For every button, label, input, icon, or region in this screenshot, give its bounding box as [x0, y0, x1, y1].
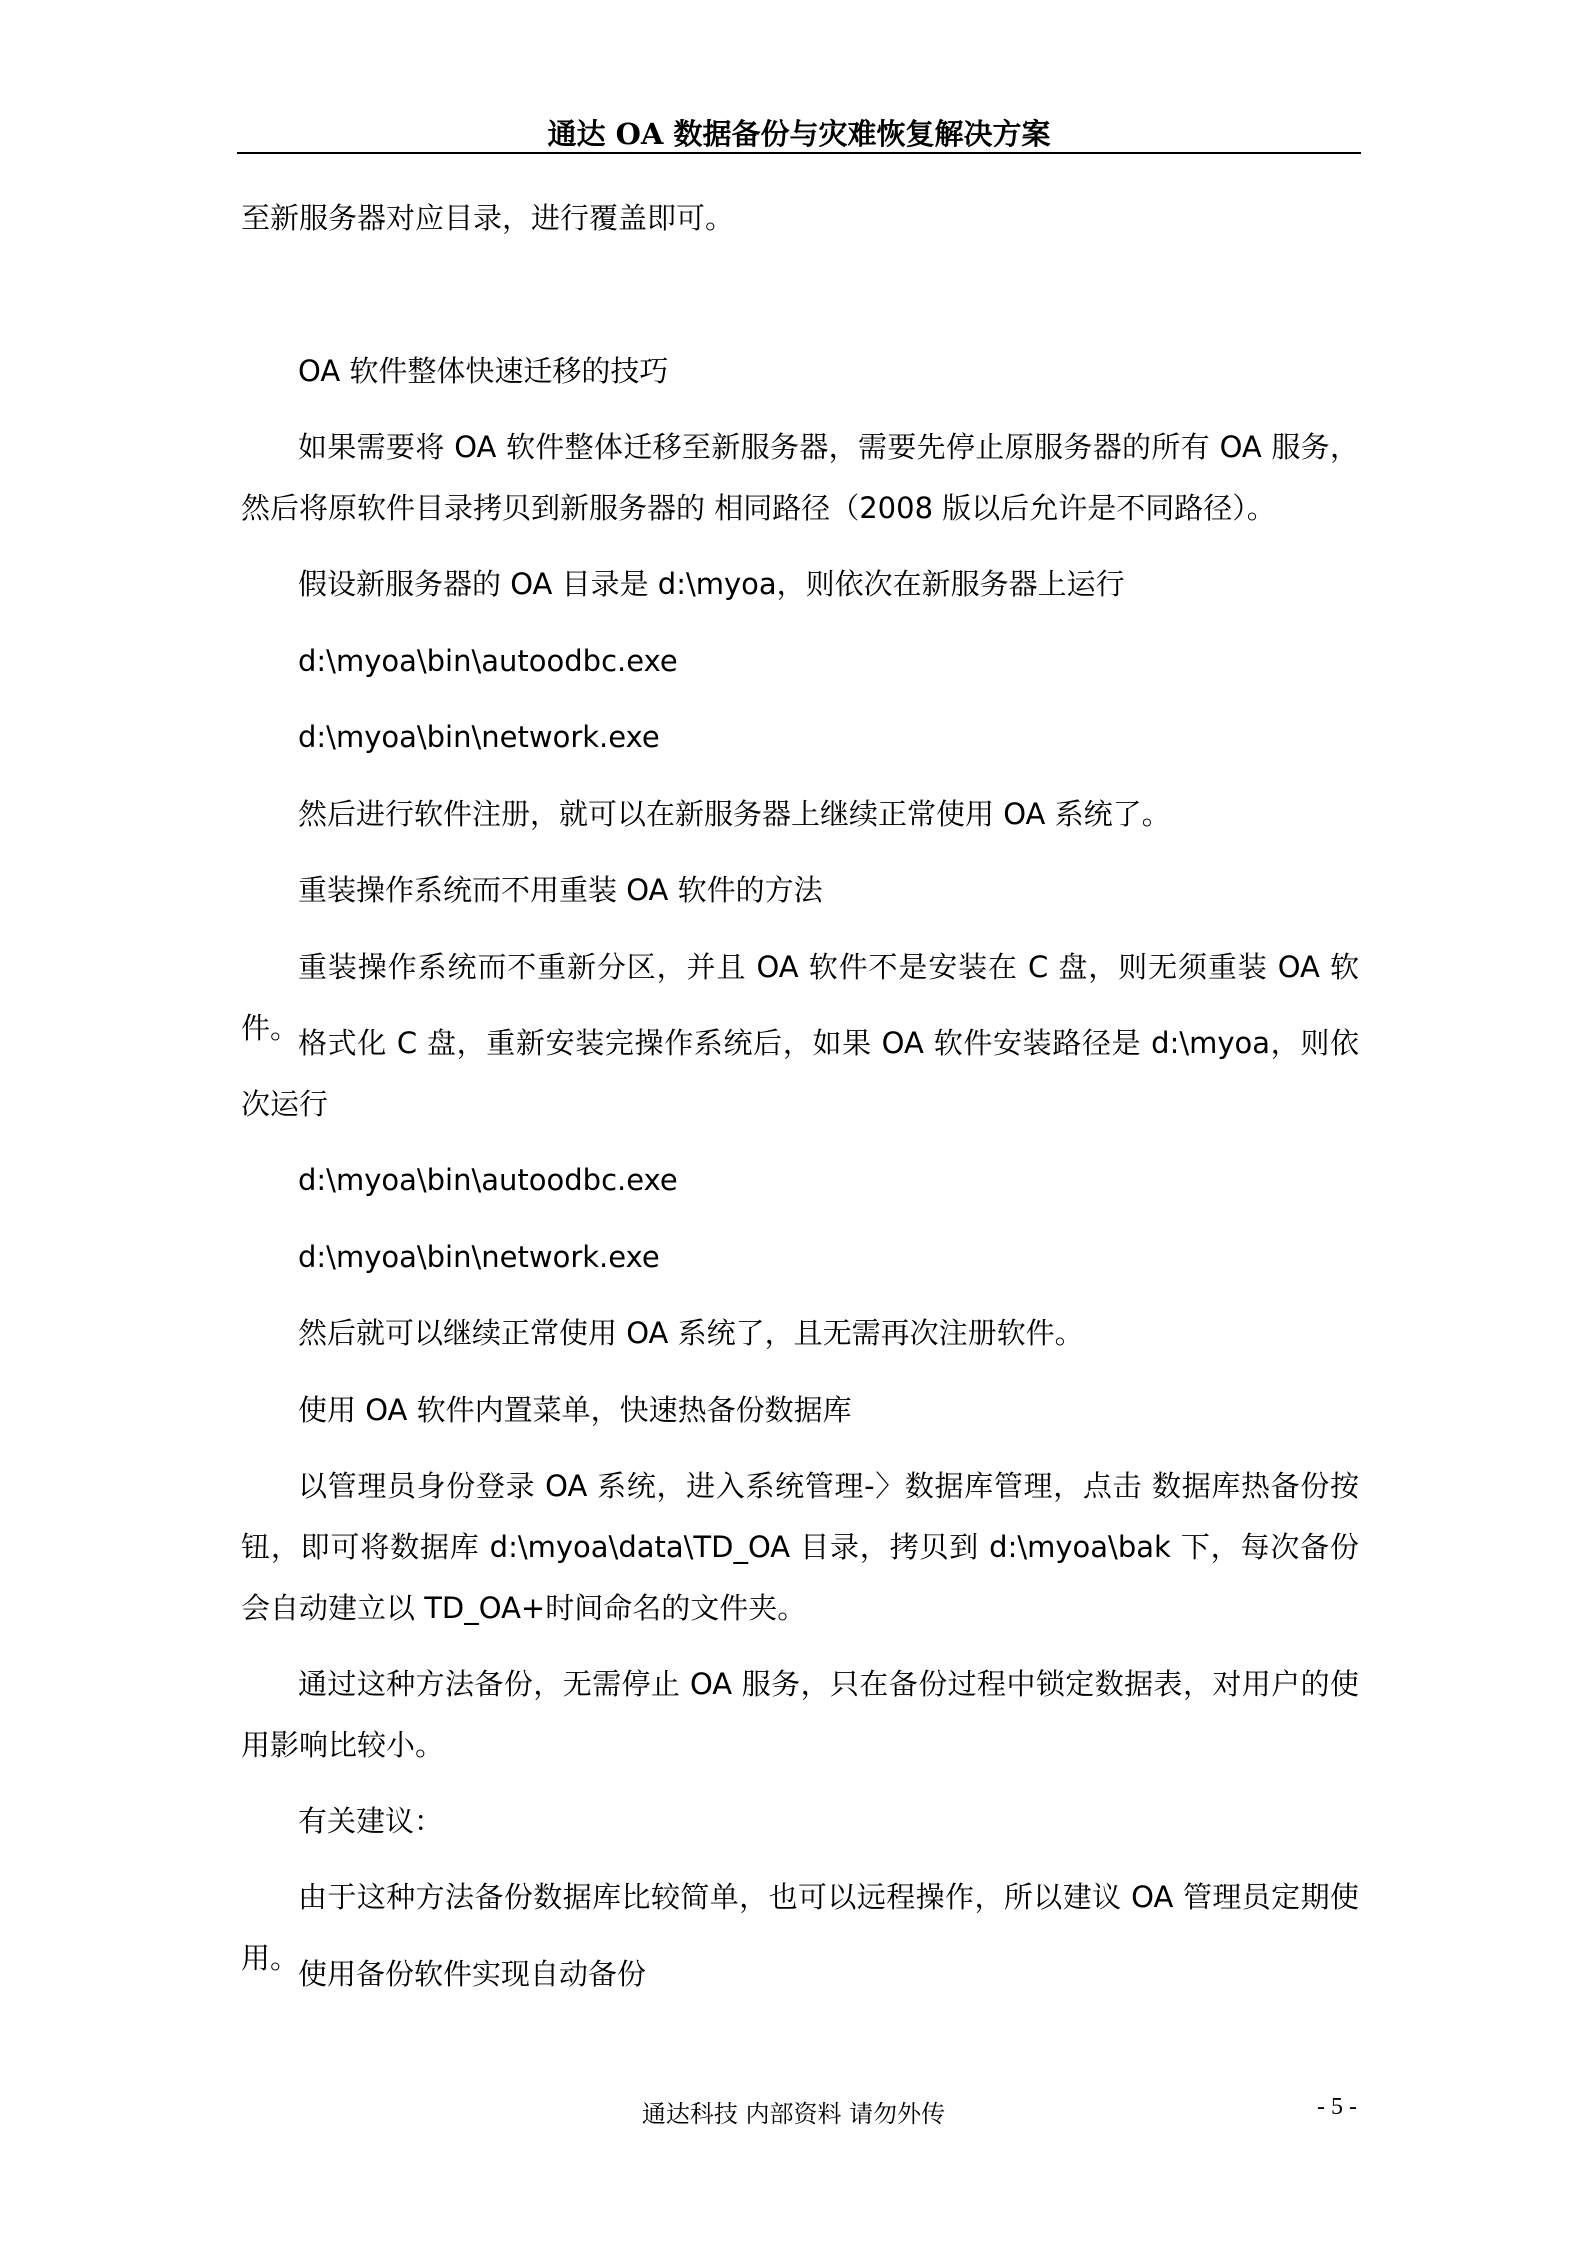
section-heading: 使用 OA 软件内置菜单，快速热备份数据库 — [298, 1393, 852, 1427]
paragraph: 如果需要将 OA 软件整体迁移至新服务器，需要先停止原服务器的所有 OA 服务，然后将原软件目录拷贝到新服务器的 相同路径（2008 版以后允许是不同路径）。 — [241, 430, 1359, 525]
paragraph: 格式化 C 盘，重新安装完操作系统后，如果 OA 软件安装路径是 d:\myoa，则依次运行 — [241, 1026, 1359, 1121]
command-line: d:\myoa\bin\network.exe — [298, 1240, 660, 1274]
paragraph: 重装操作系统而不重新分区，并且 OA 软件不是安装在 C 盘，则无须重装 OA 软件。 — [241, 950, 1359, 1045]
header-rule — [237, 152, 1361, 154]
footer-text: 通达科技 内部资料 请勿外传 — [641, 2100, 946, 2128]
paragraph: 至新服务器对应目录，进行覆盖即可。 — [241, 201, 735, 235]
section-heading: OA 软件整体快速迁移的技巧 — [298, 354, 669, 388]
page-number: - 5 - — [1317, 2094, 1357, 2120]
section-heading: 重装操作系统而不用重装 OA 软件的方法 — [298, 873, 823, 907]
command-line: d:\myoa\bin\autoodbc.exe — [298, 644, 678, 678]
command-line: d:\myoa\bin\network.exe — [298, 720, 660, 754]
paragraph: 以管理员身份登录 OA 系统，进入系统管理-〉数据库管理，点击 数据库热备份按钮，即可将数据库 d:\myoa\data\TD_OA 目录，拷贝到 d:\myoa\bak 下，每次备份会自动建立以 TD_OA+时间命名的文件夹。 — [241, 1469, 1359, 1625]
paragraph: 然后进行软件注册，就可以在新服务器上继续正常使用 OA 系统了。 — [298, 797, 1171, 831]
paragraph: 通过这种方法备份，无需停止 OA 服务，只在备份过程中锁定数据表，对用户的使用影响比较小。 — [241, 1667, 1359, 1762]
paragraph: 然后就可以继续正常使用 OA 系统了，且无需再次注册软件。 — [298, 1316, 1084, 1350]
section-heading: 使用备份软件实现自动备份 — [298, 1957, 647, 1991]
command-line: d:\myoa\bin\autoodbc.exe — [298, 1163, 678, 1197]
page-header-title: 通达 OA 数据备份与灾难恢复解决方案 — [547, 117, 1051, 151]
paragraph: 由于这种方法备份数据库比较简单，也可以远程操作，所以建议 OA 管理员定期使用。 — [241, 1880, 1359, 1975]
paragraph: 假设新服务器的 OA 目录是 d:\myoa，则依次在新服务器上运行 — [298, 567, 1125, 601]
paragraph: 有关建议： — [298, 1804, 444, 1838]
